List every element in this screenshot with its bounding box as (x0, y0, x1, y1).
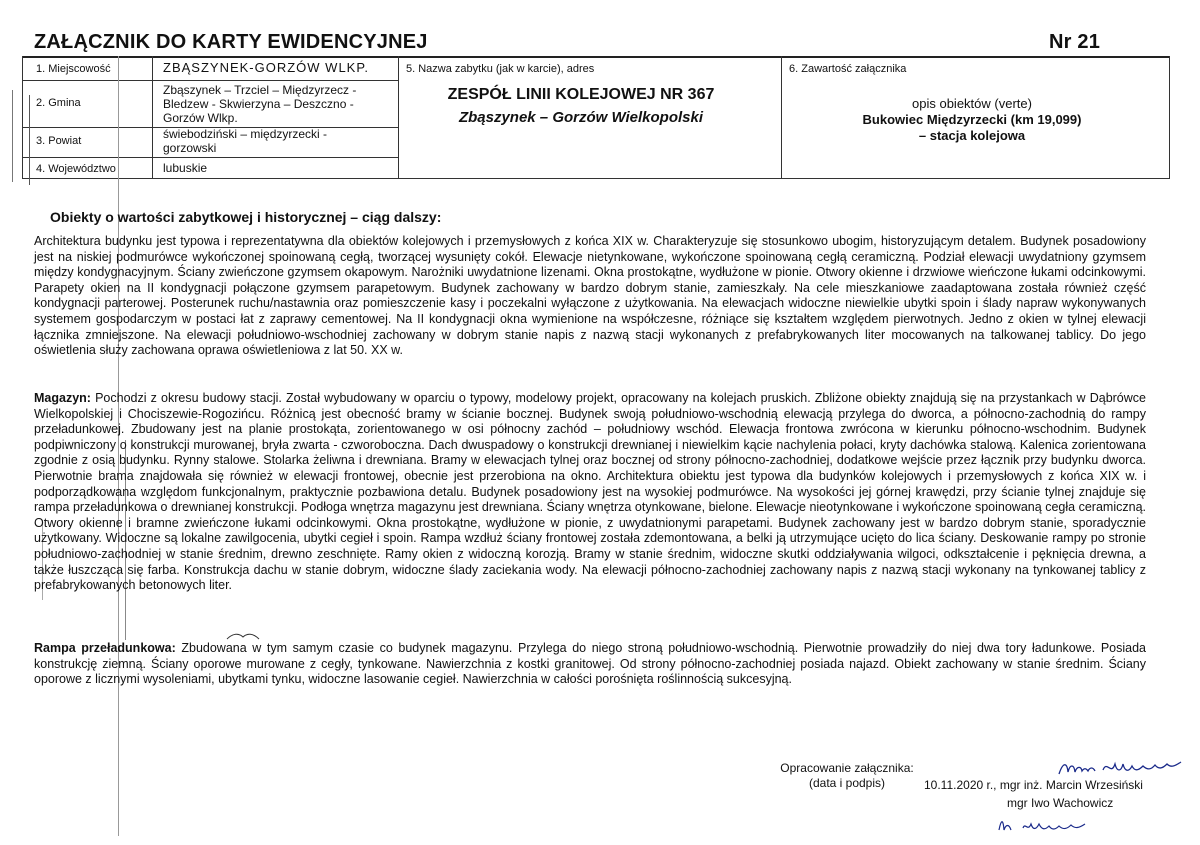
magazyn-heading: Magazyn: (34, 391, 91, 405)
rampa-heading: Rampa przeładunkowa: (34, 641, 176, 655)
paragraph-magazyn (34, 391, 1146, 594)
miejscowosc-label: 1. Miejscowość (36, 63, 111, 75)
scan-streak (12, 90, 13, 182)
nazwa-label: 5. Nazwa zabytku (jak w karcie), adres (406, 63, 595, 75)
zawartosc-line2: Bukowiec Międzyrzecki (km 19,099) (862, 112, 1082, 127)
form-left-border (22, 56, 23, 178)
powiat-value: świebodziński – międzyrzecki - gorzowski (163, 127, 328, 155)
form-bottom-rule (22, 178, 1170, 179)
row-divider (22, 80, 398, 81)
document-number: Nr 21 (1049, 31, 1101, 53)
signature-wrzesinski (1055, 752, 1187, 782)
footer-label (772, 761, 922, 791)
scan-mark (225, 631, 261, 643)
monument-name: ZESPÓŁ LINII KOLEJOWEJ NR 367 (447, 86, 715, 103)
wojewodztwo-value: lubuskie (163, 161, 208, 175)
zawartosc-label: 6. Zawartość załącznika (789, 63, 907, 75)
monument-address: Zbąszynek – Gorzów Wielkopolski (458, 109, 704, 126)
signature-wachowicz (995, 812, 1115, 838)
miejscowosc-value: ZBĄSZYNEK-GORZÓW WLKP. (163, 60, 369, 75)
footer-second-author: mgr Iwo Wachowicz (1007, 796, 1114, 810)
footer-label-line2: (data i podpis) (808, 776, 886, 790)
gmina-value: Zbąszynek – Trzciel – Międzyrzecz - Bledzew - Skwierzyna – Deszczno - Gorzów Wlkp. (163, 83, 357, 125)
form-right-border (1169, 56, 1170, 178)
zawartosc-line3: – stacja kolejowa (918, 128, 1026, 143)
footer-date-author: 10.11.2020 r., mgr inż. Marcin Wrzesiński (924, 778, 1143, 792)
section-title: Obiekty o wartości zabytkowej i historycznej – ciąg dalszy: (50, 209, 442, 225)
top-rule (22, 56, 1170, 58)
document-title: ZAŁĄCZNIK DO KARTY EWIDENCYJNEJ (34, 31, 428, 53)
powiat-label: 3. Powiat (36, 135, 82, 147)
rampa-text: Zbudowana w tym samym czasie co budynek magazynu. Przylega do niego stroną południowo-wschodnią. Pierwotnie prowadziły do niej dwa tory ładunkowe. Posiada konstrukcję ziemną. Ściany oporowe murowane z cegły, tynkowane. Nawierzchnia z kostki granitowej. Od strony północno-zachodniej posiada najazd. Obiekt zachowany w stanie średnim. Ściany oporowe z licznymi wysoleniami, ubytkami tynku, widoczne lasowanie cegieł. Nawierzchnia w całości porośnięta roślinnością sukcesyjną. (34, 641, 1146, 687)
scan-streak (29, 95, 30, 185)
gmina-label: 2. Gmina (36, 97, 81, 109)
footer-label-line1: Opracowanie załącznika: (780, 761, 914, 775)
paragraph-station-building: Architektura budynku jest typowa i reprezentatywna dla obiektów kolejowych i przemysłowych z końca XIX w. Charakteryzuje się stosunkowo ubogim, historyzującym detalem. Budynek posadowiony jest na niskiej podmurówce wykończonej spoinowaną cegłą, tworzącej wysunięty cokół. Elewacje nietynkowane, wykończone spoinowaną cegłą ceramiczną. Podział elewacji uwydatniony gzymsem między kondygnacyjnym. Ściany zwieńczone gzymsem okapowym. Narożniki uwydatnione lizenami. Okna prostokątne, wydłużone w pionie. Otwory okienne i drzwiowe wieńczone łukami odcinkowymi. Parapety okien na II kondygnacji połączone gzymsem parapetowym. Budynek zachowany w bardzo dobrym stanie, zamieszkały. Na cele mieszkaniowe zaadaptowana została również część kondygnacji parterowej. Posterunek ruchu/nastawnia oraz pomieszczenie kasy i poczekalni wyłączone z użytkowania. Na elewacjach widoczne niewielkie ubytki spoin i ślady napraw wykonywanych systemem gospodarczym w postaci łat z zaprawy cementowej. Na II kondygnacji okna wymienione na współczesne, różniące się kształtem względem pierwotnych. Jedno z okien w tylnej elewacji łącznika zmniejszone. Na elewacji południowo-wschodniej zachowany w dobrym stanie napis z nazwą stacji wykonanych z prefabrykowanych liter mocowanych na talkowanej tablicy. Do jego oświetlenia służy zachowana oprawa oświetleniowa z lat 50. XX w. (34, 234, 1146, 358)
column-divider (152, 56, 153, 178)
column-divider (781, 56, 782, 178)
zawartosc-line1: opis obiektów (verte) (912, 96, 1032, 111)
wojewodztwo-label: 4. Województwo (36, 163, 116, 175)
paragraph-rampa (34, 641, 1146, 688)
row-divider (22, 157, 398, 158)
magazyn-text: Pochodzi z okresu budowy stacji. Został wybudowany w oparciu o typowy, modelowy projekt, opracowany na kolejach pruskich. Zbliżone obiekty znajdują się na przystankach w Dąbrówce Wielkopolskiej i Chociszewie-Rogozińcu. Różnicą jest obecność bramy w ścianie bocznej. Budynek swoją południowo-wschodnią elewacją przylega do dworca, a północno-zachodnią do rampy przeładunkowej. Zbudowany jest na planie prostokąta, zorientowanego w osi północny zachód – południowy wschód. Elewacja frontowa zwrócona w kierunku północno-wschodnim. Budynek podpiwniczony o konstrukcji murowanej, bryła zwarta - czworoboczna. Dach dwuspadowy o konstrukcji drewnianej i niewielkim kącie nachylenia połaci, kryty dachówka stalową. Kalenica zorientowana zgodnie z osią budynku. Rynny stalowe. Stolarka żeliwna i drewniana. Bramy w elewacjach tylnej oraz bocznej od strony północno-zachodniej, dodatkowe wejście przez łącznik przy budynku dworca. Pierwotnie brama znajdowała się również w elewacji frontowej, obecnie jest przerobiona na okno. Architektura obiektu jest typowa dla budynków kolejowych i przemysłowych z końca XIX w. i podporządkowana względom funkcjonalnym, praktycznie pozbawiona detalu. Budynek posadowiony jest na wysokiej podmurówce. Na wysokości jej górnej krawędzi, przy ścianie tylnej znajduje się rampa przeładunkowa o drewnianej konstrukcji. Podłoga wnętrza magazynu jest drewniana. Ściany wnętrza otynkowane, bielone. Elewacje nieotynkowane i wykończone spoinowaną cegła ceramiczną. Otwory okienne i bramne zwieńczone łukami odcinkowymi. Okna prostokątne, wydłużone w pionie, z uwydatnionymi parapetami. Budynek zachowany jest w bardzo dobrym stanie, sporadycznie użytkowany. Widoczne są lokalne zawilgocenia, ubytki cegieł i spoin. Rampa wzdłuż ściany frontowej została zdemontowana, a belki ją utrzymujące ucięto do lica ściany. Deskowanie rampy po stronie południowo-zachodniej w stanie średnim, drewno zeschnięte. Ramy okien z widoczną korozją. Bramy w stanie średnim, widoczne skutki oddziaływania wilgoci, odkształcenie i pęknięcia drewna, a także łuszcząca się farba. Konstrukcja dachu w stanie dobrym, widoczne ślady zaciekania wody. Na elewacji północno-zachodniej zachowany napis z nazwą stacji wykonany na tynkowanej tablicy z prefabrykowanych betonowych liter. (34, 391, 1146, 593)
